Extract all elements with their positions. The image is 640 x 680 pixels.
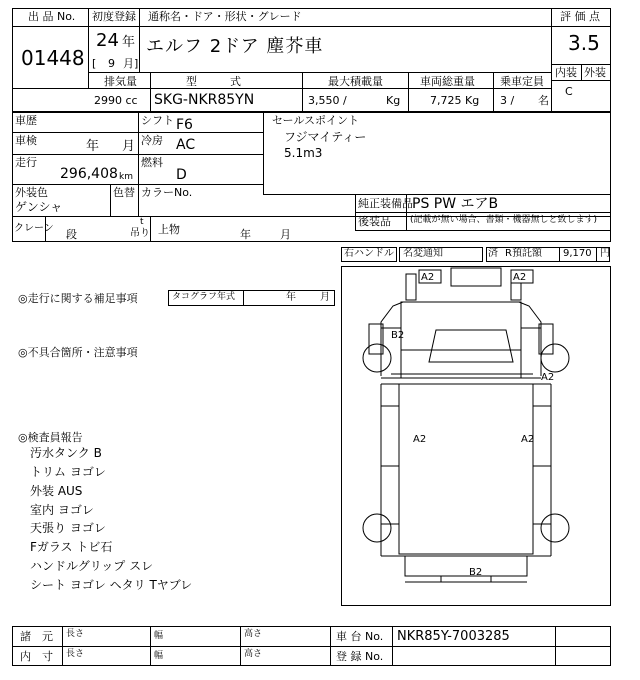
inspector-line: 天張り ヨゴレ: [30, 521, 106, 535]
damage-mark: A2: [521, 434, 535, 445]
damage-mark: A2: [513, 272, 527, 283]
first-reg-year: 24: [96, 30, 119, 51]
inspection-label: 車検: [15, 134, 37, 147]
load-value: 3,550 /: [308, 94, 347, 107]
capacity-unit: 名: [538, 94, 549, 107]
after-note: (記載が無い場合、書類・機器無しと致します): [410, 215, 598, 225]
chassis-label: 車 台 No.: [336, 630, 384, 643]
load-label: 最大積載量: [328, 75, 383, 88]
shift-value: F6: [176, 117, 193, 133]
damage-mark: B2: [391, 330, 405, 341]
score-label: 評 価 点: [560, 10, 600, 23]
name-change-label: 名変通知: [403, 248, 443, 259]
tax-label: 済: [488, 248, 498, 259]
color-change-label: 色替: [113, 186, 135, 199]
displacement-value: 2990 cc: [94, 94, 138, 107]
color-label: 外装色: [15, 186, 48, 199]
month-open: [: [92, 57, 97, 70]
defects-label: ◎不具合箇所・注意事項: [18, 346, 138, 359]
lift-year: 年: [240, 228, 251, 241]
inspector-line: 外装 AUS: [30, 484, 83, 498]
ac-value: AC: [176, 137, 196, 153]
length-label: 長さ: [66, 629, 85, 639]
crane-label: クレーン: [14, 223, 54, 234]
lift-label: 上物: [158, 223, 180, 236]
interior-score-label: 内装: [555, 66, 577, 79]
first-reg-year-unit: 年: [122, 35, 136, 50]
score-value: 3.5: [568, 31, 600, 55]
length-label: 長さ: [66, 649, 85, 659]
mileage-label: 走行: [15, 156, 37, 169]
after-label: 後装品: [358, 215, 391, 228]
crane-dan: 段: [66, 228, 77, 241]
car-name: エルフ 2ドア 塵芥車: [146, 36, 324, 57]
history-label: 車歴: [15, 114, 37, 127]
displacement-label: 排気量: [104, 75, 137, 88]
inspection-month: 月: [122, 139, 136, 154]
tacho-label: タコグラフ年式: [172, 292, 236, 302]
fuel-label: 燃料: [141, 156, 163, 169]
ac-label: 冷房: [141, 134, 163, 147]
lot-no-label: 出 品 No.: [28, 10, 76, 23]
color-no-label: カラーNo.: [141, 186, 193, 199]
reg-no-label: 登 録 No.: [336, 650, 384, 663]
damage-mark: A2: [413, 434, 427, 445]
damage-mark: B2: [469, 567, 483, 578]
height-label: 高さ: [244, 649, 263, 659]
interior-score: C: [565, 85, 573, 98]
name-label: 通称名・ドア・形状・グレード: [148, 10, 302, 23]
capacity-value: 3 /: [500, 94, 515, 107]
first-reg-label: 初度登録: [92, 10, 136, 23]
sales-point-1: フジマイティー: [284, 130, 367, 144]
inspector-line: シート ヨゴレ ヘタリ Tヤブレ: [30, 578, 193, 592]
reg-value: 9,170: [563, 248, 592, 259]
reg-unit: 円: [600, 248, 610, 259]
crane-tsuri: 吊り: [130, 228, 150, 239]
height-label: 高さ: [244, 629, 263, 639]
lot-number: 01448: [21, 46, 85, 70]
damage-mark: A2: [541, 372, 555, 383]
width-label: 幅: [154, 651, 164, 661]
rhd-label: 右ハンドル: [344, 248, 394, 259]
gross-value: 7,725 Kg: [430, 94, 480, 107]
color-value: ゲンシャ: [15, 200, 63, 214]
equip-label: 純正装備品: [358, 197, 413, 210]
lift-month: 月: [280, 228, 291, 241]
equip-value: PS PW エアB: [412, 196, 499, 212]
chassis-value: NKR85Y-7003285: [397, 629, 510, 644]
reg-label: R預託額: [505, 248, 542, 259]
inspection-year: 年: [86, 139, 100, 154]
inner-row-label: 内 寸: [20, 650, 53, 663]
exterior-score-label: 外装: [584, 66, 606, 79]
mileage-unit: km: [119, 172, 133, 182]
vehicle-diagram: [341, 266, 611, 606]
fuel-value: D: [176, 167, 187, 183]
gross-label: 車両総重量: [420, 75, 475, 88]
inspector-line: トリム ヨゴレ: [30, 465, 106, 479]
sales-point-label: セールスポイント: [272, 114, 360, 127]
inspector-label: ◎検査員報告: [18, 431, 83, 444]
damage-mark: A2: [421, 272, 435, 283]
supplement-label: ◎走行に関する補足事項: [18, 292, 138, 305]
load-unit: Kg: [386, 94, 401, 107]
inspector-line: 汚水タンク B: [30, 446, 102, 460]
mileage-value: 296,408: [60, 166, 118, 182]
shift-label: シフト: [141, 114, 174, 127]
width-label: 幅: [154, 631, 164, 641]
inspector-line: 室内 ヨゴレ: [30, 503, 94, 517]
capacity-label: 乗車定員: [500, 75, 544, 88]
sales-point-2: 5.1m3: [284, 146, 323, 160]
inspector-line: Fガラス トビ石: [30, 540, 113, 554]
first-reg-month-unit: 月]: [123, 57, 139, 70]
tacho-month: 月: [320, 292, 330, 303]
crane-t: t: [140, 217, 144, 227]
spec-row-label: 諸 元: [20, 630, 53, 643]
inspector-line: ハンドルグリップ スレ: [30, 559, 154, 573]
tacho-year: 年: [286, 292, 296, 303]
model-label: 型 式: [186, 75, 241, 88]
first-reg-month: 9: [108, 57, 115, 70]
model-value: SKG-NKR85YN: [154, 92, 255, 108]
